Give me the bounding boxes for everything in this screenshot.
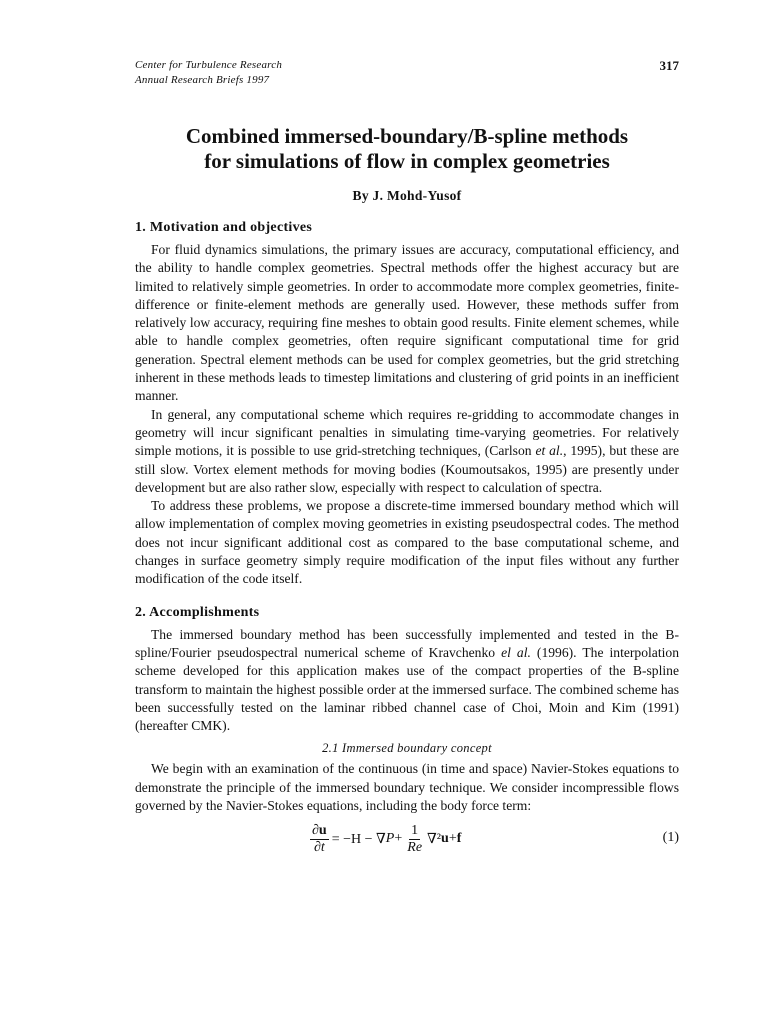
section2-paragraph1: [135, 626, 679, 736]
section2-paragraph2: We begin with an examination of the continuous (in time and space) Navier-Stokes equations to demonstrate the principle of the immersed boundary technique. We consider incompressible flows governed by the Navier-Stokes equations, including the body force term:: [135, 761, 679, 814]
equation-term: +: [394, 831, 403, 847]
journal-name-line2: Annual Research Briefs 1997: [135, 74, 270, 86]
citation-etal: el al.: [501, 644, 531, 660]
equation-term: +: [448, 831, 457, 847]
equation-number: (1): [662, 830, 679, 846]
title-line1: Combined immersed-boundary/B-spline methods: [185, 124, 629, 148]
fraction-numerator: 1: [411, 822, 419, 838]
section1-paragraph2: [135, 406, 679, 497]
journal-name-line1: Center for Turbulence Research: [135, 59, 283, 71]
paragraph-text: (1996). The interpolation scheme developed for this application makes use of the compact properties of the B-spline transform to maintain the highest possible order at the immersed surface. The combined scheme has been successfully tested on the laminar ribbed channel case of Choi, Moin and Kim (1991) (hereafter CMK).: [135, 644, 679, 734]
equation-term: = −H − ∇: [331, 831, 386, 847]
section1-paragraph3: To address these problems, we propose a discrete-time immersed boundary method which will allow implementation of complex moving geometries in existing pseudospectral codes. The method does not incur significant additional cost as compared to the base computational scheme, and changes in surface geometry simply require modification of the input files without any further modification of the code itself.: [135, 498, 679, 587]
laplacian-symbol: ∇²: [427, 831, 442, 847]
time-derivative-fraction: [310, 823, 329, 856]
section2-heading: 2. Accomplishments: [135, 604, 260, 620]
equation-1: [135, 819, 679, 863]
section1-heading: 1. Motivation and objectives: [135, 220, 313, 235]
author-line: By J. Mohd-Yusof: [352, 188, 462, 203]
running-header: [135, 58, 679, 92]
citation-etal: et al.: [535, 443, 564, 459]
force-symbol: f: [456, 831, 462, 847]
fraction-denominator: Re: [407, 839, 423, 855]
paper-title: [135, 124, 679, 174]
fraction-denominator: ∂t: [313, 839, 325, 855]
subsection-heading: 2.1 Immersed boundary concept: [322, 741, 492, 756]
paragraph-text: In general, any computational scheme which requires re-gridding to accommodate changes in geometry will incur significant penalties in simulating time-varying geometries. For relatively simple motions, it is possible to use grid-stretching techniques, (Carlson: [135, 406, 679, 459]
paragraph-text: The immersed boundary method has been successfully implemented and tested in the B-spline/Fourier pseudospectral numerical scheme of Kravchenko: [135, 626, 679, 660]
pressure-symbol: P: [385, 831, 395, 847]
page-number: 317: [659, 58, 679, 73]
equation-body: [307, 819, 461, 859]
velocity-symbol: u: [441, 831, 449, 847]
fraction-numerator: ∂u: [312, 822, 327, 838]
paper-page: [135, 58, 679, 863]
paragraph-text: , 1995), but these are still slow. Vortex element methods for moving bodies (Koumoutsakos, 1995) are presently under development but are also rather slow, especially with respect to calculation of spectra.: [135, 443, 679, 495]
title-line2: for simulations of flow in complex geometries: [204, 149, 610, 173]
reynolds-fraction: [405, 823, 424, 856]
section1-paragraph1: For fluid dynamics simulations, the primary issues are accuracy, computational efficiency, and the ability to handle complex geometries. Spectral methods offer the highest accuracy but are limited to relatively simple geometries. In order to accommodate more complex geometries, finite-difference or finite-element methods are generally used. However, these methods suffer from relatively low accuracy, requiring fine meshes to obtain good results. Finite element schemes, while able to handle complex geometries, often require significant computational time for grid generation. Spectral element methods can be used for complex geometries, but the grid stretching inherent in these methods leads to timestep limitations and clustering of grid points in an inefficient manner.: [135, 242, 679, 404]
